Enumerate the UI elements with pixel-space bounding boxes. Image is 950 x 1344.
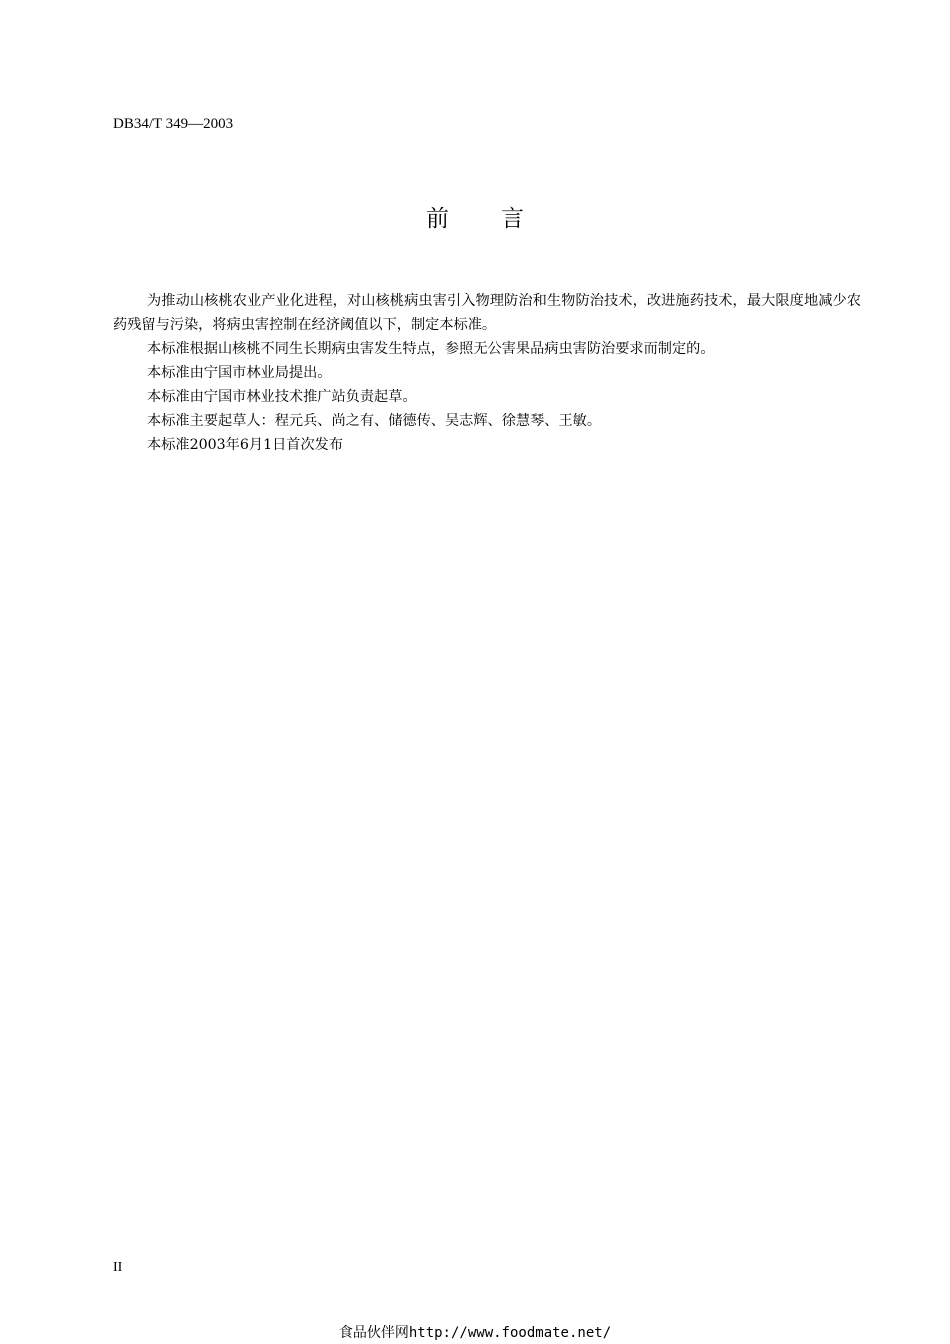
standard-code: DB34/T 349—2003 <box>113 116 234 132</box>
watermark-name: 食品伙伴网 <box>338 1325 409 1341</box>
section-title <box>0 204 950 234</box>
foreword-paragraph: 本标准由宁国市林业技术推广站负责起草。 <box>147 389 417 405</box>
foreword-paragraph: 本标准根据山核桃不同生长期病虫害发生特点，参照无公害果品病虫害防治要求而制定的。 <box>147 341 715 357</box>
page-number: II <box>113 1260 123 1275</box>
section-title-char-1: 前 <box>426 206 449 232</box>
watermark-url: http://www.foodmate.net/ <box>408 1325 612 1341</box>
section-title-char-2: 言 <box>501 206 524 232</box>
foreword-paragraph: 本标准由宁国市林业局提出。 <box>147 365 332 381</box>
watermark <box>0 1324 950 1342</box>
foreword-paragraph: 本标准主要起草人：程元兵、尚之有、储德传、吴志辉、徐慧琴、王敏。 <box>147 413 602 429</box>
foreword-paragraph: 为推动山核桃农业产业化进程，对山核桃病虫害引入物理防治和生物防治技术，改进施药技术，最大限度地减少农药残留与污染，将病虫害控制在经济阈值以下，制定本标准。 <box>113 293 861 333</box>
foreword-body <box>113 289 861 457</box>
foreword-paragraph: 本标准2003年6月1日首次发布 <box>147 437 344 453</box>
